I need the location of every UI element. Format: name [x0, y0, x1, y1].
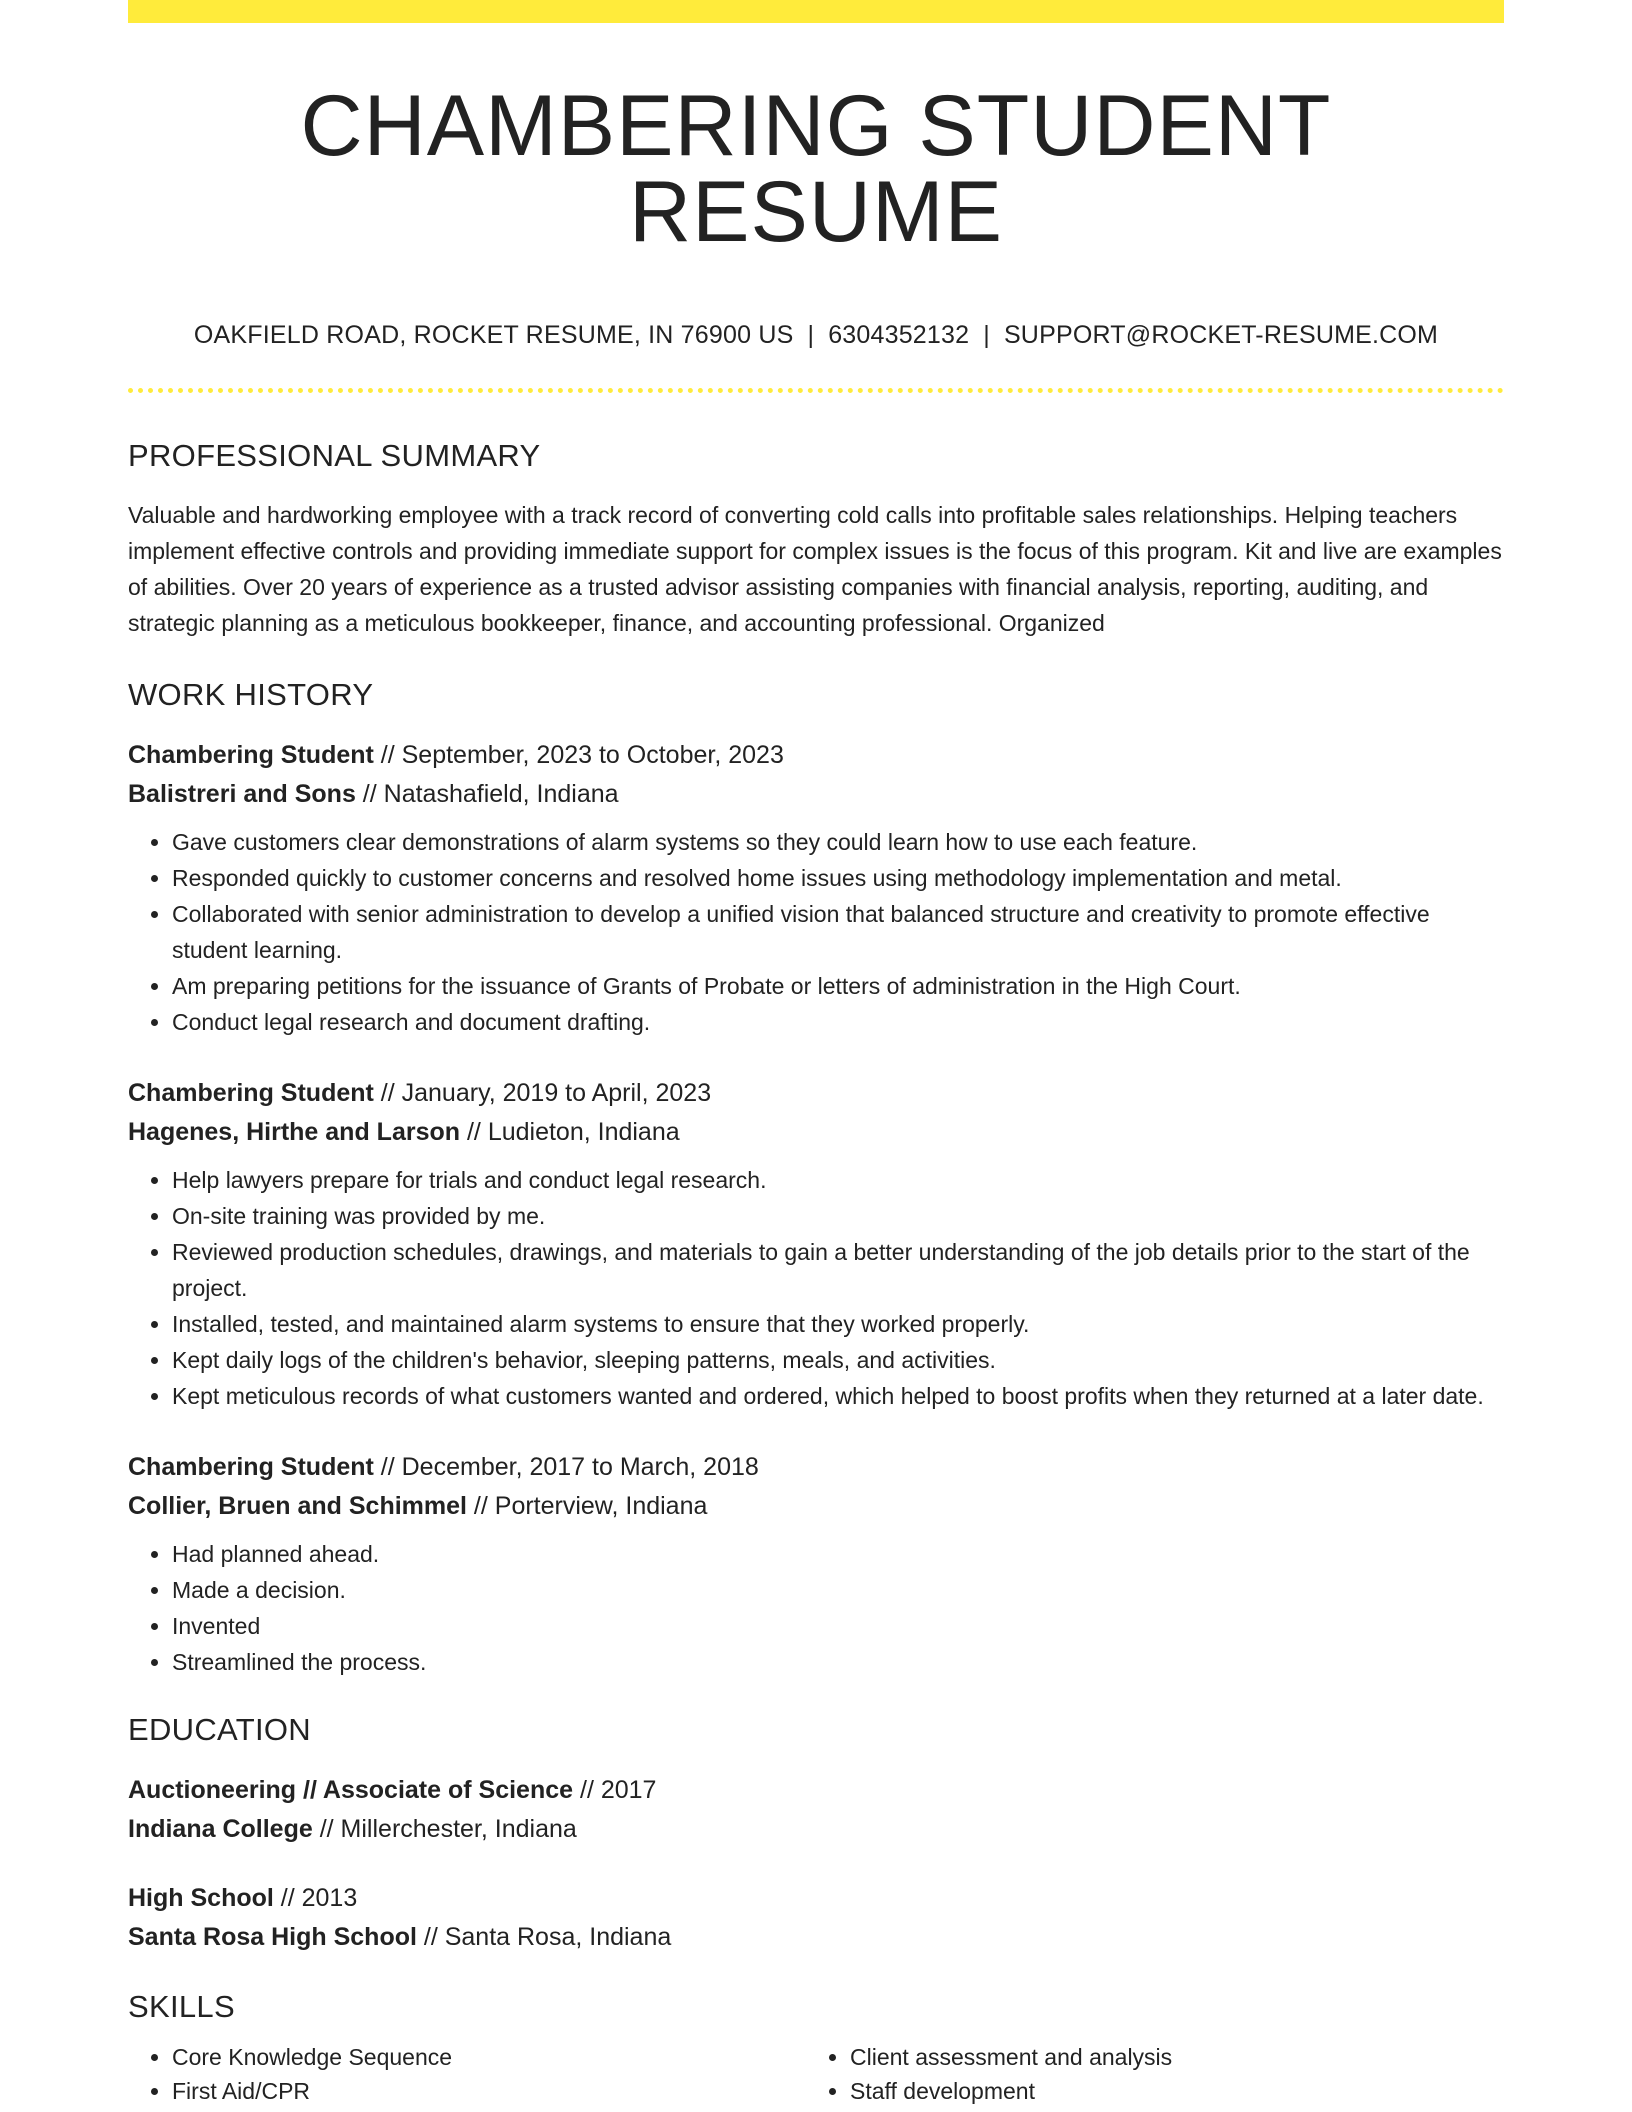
job-location: // Porterview, Indiana — [466, 1492, 708, 1520]
graduation-year: // 2013 — [273, 1884, 358, 1912]
job-company: Hagenes, Hirthe and Larson — [128, 1118, 461, 1146]
school-line — [128, 1810, 1504, 1849]
job-company: Collier, Bruen and Schimmel — [128, 1492, 467, 1520]
school-location: // Millerchester, Indiana — [312, 1815, 577, 1843]
list-item: • Invented — [172, 1608, 1504, 1644]
education-entry — [128, 1771, 1504, 1849]
contact-separator: | — [807, 321, 815, 349]
graduation-year: // 2017 — [573, 1776, 657, 1804]
job-entry — [128, 736, 1504, 1040]
list-item: • Installed, tested, and maintained alarm systems to ensure that they worked properly. — [172, 1306, 1504, 1342]
list-item: • Reviewed production schedules, drawings, and materials to gain a better understanding of the job details prior to the start of the project. — [172, 1234, 1504, 1306]
resume-page — [128, 0, 1504, 2108]
job-company-line — [128, 775, 1504, 814]
contact-line — [128, 321, 1504, 350]
contact-address: OAKFIELD ROAD, ROCKET RESUME, IN 76900 US — [193, 321, 794, 349]
list-item: • First Aid/CPR — [172, 2074, 806, 2108]
job-location: // Ludieton, Indiana — [460, 1118, 680, 1146]
job-entry — [128, 1448, 1504, 1680]
job-duties — [128, 1536, 1504, 1680]
education-heading: EDUCATION — [128, 1712, 311, 1747]
degree-line — [128, 1879, 1504, 1918]
list-item: • On-site training was provided by me. — [172, 1198, 1504, 1234]
list-item: • Kept daily logs of the children's behavior, sleeping patterns, meals, and activities. — [172, 1342, 1504, 1378]
contact-separator: | — [983, 321, 990, 349]
list-item: • Am preparing petitions for the issuance of Grants of Probate or letters of administration in the High Court. — [172, 968, 1504, 1004]
job-location: // Natashafield, Indiana — [355, 780, 619, 808]
job-company-line — [128, 1487, 1504, 1526]
contact-email[interactable]: SUPPORT@ROCKET-RESUME.COM — [1003, 321, 1439, 349]
school-line — [128, 1918, 1504, 1957]
list-item: • Responded quickly to customer concerns and resolved home issues using methodology implementation and metal. — [172, 860, 1504, 896]
degree-line — [128, 1771, 1504, 1810]
list-item: • Conduct legal research and document drafting. — [172, 1004, 1504, 1040]
list-item: • Staff development — [850, 2074, 1484, 2108]
job-dates: // January, 2019 to April, 2023 — [373, 1079, 712, 1107]
list-item: • Help lawyers prepare for trials and conduct legal research. — [172, 1162, 1504, 1198]
job-title: Chambering Student — [128, 1079, 374, 1107]
job-title-line — [128, 1448, 1504, 1487]
job-entry — [128, 1074, 1504, 1414]
job-company-line — [128, 1113, 1504, 1152]
list-item: • Made a decision. — [172, 1572, 1504, 1608]
school-location: // Santa Rosa, Indiana — [416, 1923, 672, 1951]
list-item: • Core Knowledge Sequence — [172, 2040, 806, 2074]
contact-phone[interactable]: 6304352132 — [828, 321, 970, 349]
summary-text: Valuable and hardworking employee with a track record of converting cold calls into profitable sales relationships. Helping teachers implement effective controls and providing immediate support for complex issues is the focus of this program. Kit and live are examples of abilities. Over 20 years of experience as a trusted advisor assisting companies with financial analysis, reporting, auditing, and strategic planning as a meticulous bookkeeper, finance, and accounting professional. Organized — [128, 502, 1502, 636]
education-entry — [128, 1879, 1504, 1957]
job-title: Chambering Student — [128, 741, 374, 769]
list-item: • Had planned ahead. — [172, 1536, 1504, 1572]
skills-right-column — [806, 2040, 1484, 2108]
degree: High School — [128, 1884, 274, 1912]
skills-columns — [128, 2040, 1504, 2108]
list-item: • Collaborated with senior administration to develop a unified vision that balanced structure and creativity to promote effective student learning. — [172, 896, 1504, 968]
school-name: Indiana College — [128, 1815, 313, 1843]
list-item: • Client assessment and analysis — [850, 2040, 1484, 2074]
job-title-line — [128, 1074, 1504, 1113]
accent-bar — [128, 0, 1504, 23]
list-item: • Kept meticulous records of what customers wanted and ordered, which helped to boost profits when they returned at a later date. — [172, 1378, 1504, 1414]
summary-heading: PROFESSIONAL SUMMARY — [128, 438, 541, 473]
job-duties — [128, 824, 1504, 1040]
work-history-heading: WORK HISTORY — [128, 677, 374, 712]
job-dates: // September, 2023 to October, 2023 — [373, 741, 784, 769]
job-title: Chambering Student — [128, 1453, 374, 1481]
degree: Auctioneering // Associate of Science — [128, 1776, 574, 1804]
skills-left-column — [128, 2040, 806, 2108]
skills-heading: SKILLS — [128, 1989, 235, 2024]
list-item: • Streamlined the process. — [172, 1644, 1504, 1680]
job-title-line — [128, 736, 1504, 775]
school-name: Santa Rosa High School — [128, 1923, 417, 1951]
job-duties — [128, 1162, 1504, 1414]
job-dates: // December, 2017 to March, 2018 — [373, 1453, 759, 1481]
dotted-divider — [128, 388, 1504, 393]
resume-title: CHAMBERING STUDENT RESUME — [300, 78, 1332, 260]
job-company: Balistreri and Sons — [128, 780, 356, 808]
list-item: • Gave customers clear demonstrations of alarm systems so they could learn how to use each feature. — [172, 824, 1504, 860]
